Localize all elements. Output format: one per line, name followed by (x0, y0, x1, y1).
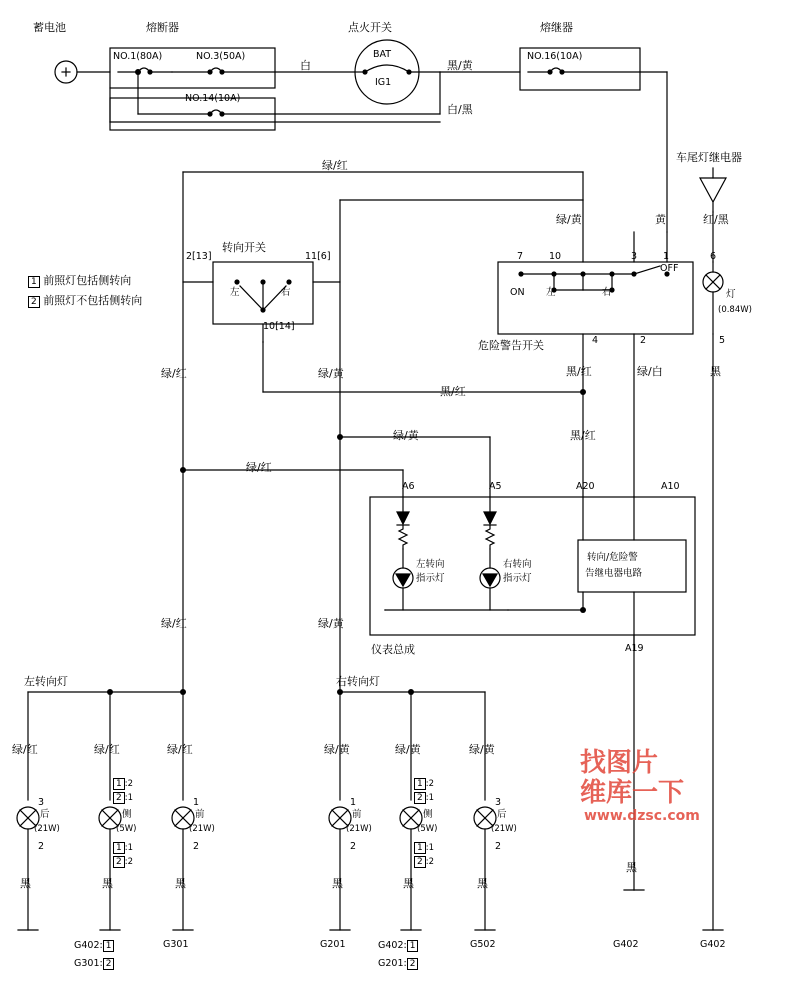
ground-g502: G502 (470, 939, 496, 950)
ground-label: G301: (74, 958, 103, 969)
right-lamp-1-rating: (21W) (346, 824, 372, 834)
wire-black-red-branch-label: 黑/红 (570, 429, 596, 442)
turn-switch-pin-bottom: 10[14] (263, 321, 295, 332)
right-indicator-label-2: 指示灯 (503, 573, 532, 584)
turn-switch-right-label: 右 (281, 287, 291, 298)
tail-relay-lamp-rating: (0.84W) (718, 305, 752, 315)
cluster-label: 仪表总成 (371, 643, 415, 656)
fusebox-label: 熔断器 (146, 21, 179, 34)
watermark-url: www.dzsc.com (584, 808, 700, 824)
ground-g402-b: G402 (613, 939, 639, 950)
right-turn-lamp-label: 右转向灯 (336, 675, 380, 688)
note-val: :2 (124, 779, 134, 789)
fuse-relay-label: 熔继器 (540, 21, 573, 34)
note-key: 1 (113, 842, 125, 854)
ground-key: 2 (407, 958, 419, 970)
legend-text-1: 前照灯包括侧转向 (43, 274, 132, 287)
left-lamp-3-name: 前 (195, 809, 205, 820)
note-val: :2 (425, 779, 435, 789)
wire-yellow-label: 黄 (655, 213, 666, 226)
flasher-label-2: 告继电器电路 (585, 568, 643, 579)
ground-g402-c: G402 (700, 939, 726, 950)
hazard-pin-1: 1 (663, 251, 670, 262)
wire-green-yellow-top-label: 绿/黄 (556, 213, 582, 226)
ground-g301-alt (74, 958, 114, 970)
hazard-switch-label: 危险警告开关 (478, 339, 544, 352)
turn-switch-pin-right: 11[6] (305, 251, 331, 262)
ignition-switch-label: 点火开关 (348, 21, 392, 34)
right-lamp-3-pin-bottom: 2 (495, 841, 502, 852)
right-lamp-2-note-bot2 (414, 856, 434, 868)
left-lamp-2-name: 侧 (122, 809, 132, 820)
fuse-no1-label: NO.1(80A) (113, 51, 163, 62)
left-turn-lamp-label: 左转向灯 (24, 675, 68, 688)
ground-label: G402: (378, 940, 407, 951)
left-lamp-1-rating: (21W) (34, 824, 60, 834)
wire-black-yellow-label: 黑/黄 (447, 59, 473, 72)
right-lamp-3-pin-top: 3 (495, 797, 502, 808)
fuse-no16-label: NO.16(10A) (527, 51, 583, 62)
left-lamp-3-rating: (21W) (189, 824, 215, 834)
hazard-on-label: ON (510, 287, 525, 298)
wire-green-yellow-branch-label: 绿/黄 (393, 429, 419, 442)
note-key: 2 (113, 792, 125, 804)
right-lamp-1-pin-bottom: 2 (350, 841, 357, 852)
hazard-right-label: 右 (602, 287, 612, 298)
wire-right-3-color: 绿/黄 (469, 743, 495, 756)
note-val: :1 (124, 793, 134, 803)
left-lamp-3-pin-bottom: 2 (193, 841, 200, 852)
wire-white-black-label: 白/黑 (447, 103, 473, 116)
left-indicator-label-1: 左转向 (416, 559, 445, 570)
left-lamp-2-note-bot (113, 842, 133, 854)
left-lamp-2-rating: (5W) (116, 824, 137, 834)
wire-green-yellow-lower-label: 绿/黄 (318, 617, 344, 630)
ground-g201-alt (378, 958, 418, 970)
right-lamp-3-rating: (21W) (491, 824, 517, 834)
ground-g402-g301 (74, 940, 114, 952)
wire-green-red-branch-label: 绿/红 (246, 461, 272, 474)
hazard-pin-6: 6 (710, 251, 717, 262)
left-lamp-1-pin-top: 3 (38, 797, 45, 808)
left-lamp-1-name: 后 (40, 809, 50, 820)
note-val: :2 (425, 857, 435, 867)
wire-black-g402a: 黑 (626, 861, 637, 874)
fuse-no3-label: NO.3(50A) (196, 51, 246, 62)
legend-key-2: 2 (28, 296, 40, 308)
note-val: :1 (425, 843, 435, 853)
note-key: 2 (414, 856, 426, 868)
ground-key: 1 (407, 940, 419, 952)
turn-switch-label: 转向开关 (222, 241, 266, 254)
legend-text-2: 前照灯不包括侧转向 (43, 294, 143, 307)
right-lamp-1-name: 前 (352, 809, 362, 820)
ground-label: G402: (74, 940, 103, 951)
note-key: 2 (113, 856, 125, 868)
wire-green-red-mid-label: 绿/红 (161, 367, 187, 380)
ground-g201: G201 (320, 939, 346, 950)
left-lamp-2-note-top2 (113, 792, 133, 804)
note-key: 1 (113, 778, 125, 790)
left-lamp-2-note-bot2 (113, 856, 133, 868)
wire-left-2-color: 绿/红 (94, 743, 120, 756)
hazard-left-label: 左 (546, 287, 556, 298)
wire-green-yellow-mid-label: 绿/黄 (318, 367, 344, 380)
cluster-terminal-a20: A20 (576, 481, 595, 492)
wire-black-l2: 黑 (102, 877, 113, 890)
right-lamp-1-pin-top: 1 (350, 797, 357, 808)
right-lamp-3-name: 后 (497, 809, 507, 820)
battery-label: 蓄电池 (33, 21, 66, 34)
hazard-pin-2: 2 (640, 335, 647, 346)
wire-green-red-top-label: 绿/红 (322, 159, 348, 172)
ground-g402-g201 (378, 940, 418, 952)
wire-black-r1: 黑 (332, 877, 343, 890)
hazard-pin-3: 3 (631, 251, 638, 262)
right-indicator-label-1: 右转向 (503, 559, 532, 570)
ignition-bat-label: BAT (373, 49, 392, 60)
note-key: 1 (414, 778, 426, 790)
ground-g301: G301 (163, 939, 189, 950)
right-lamp-2-note-bot (414, 842, 434, 854)
ground-key: 1 (103, 940, 115, 952)
legend-key-1: 1 (28, 276, 40, 288)
note-val: :1 (124, 843, 134, 853)
cluster-terminal-a6: A6 (402, 481, 415, 492)
wire-red-black-label: 红/黑 (703, 213, 729, 226)
wire-left-1-color: 绿/红 (12, 743, 38, 756)
fuse-no14-label: NO.14(10A) (185, 93, 241, 104)
turn-switch-left-label: 左 (230, 287, 240, 298)
ignition-ig1-label: IG1 (375, 77, 392, 88)
wire-left-3-color: 绿/红 (167, 743, 193, 756)
cluster-terminal-a19: A19 (625, 643, 644, 654)
wire-green-white-label: 绿/白 (637, 365, 663, 378)
right-lamp-2-note-top2 (414, 792, 434, 804)
ground-key: 2 (103, 958, 115, 970)
wire-black-l3: 黑 (175, 877, 186, 890)
hazard-off-label: OFF (660, 263, 679, 274)
wire-black-r2: 黑 (403, 877, 414, 890)
wire-green-red-lower-label: 绿/红 (161, 617, 187, 630)
note-val: :2 (124, 857, 134, 867)
legend-row-1 (28, 275, 131, 288)
legend-row-2 (28, 295, 142, 308)
left-lamp-3-pin-top: 1 (193, 797, 200, 808)
right-lamp-2-rating: (5W) (417, 824, 438, 834)
flasher-label-1: 转向/危险警 (587, 552, 638, 563)
note-key: 2 (414, 792, 426, 804)
left-lamp-1-pin-bottom: 2 (38, 841, 45, 852)
wire-right-1-color: 绿/黄 (324, 743, 350, 756)
left-lamp-2-note-top (113, 778, 133, 790)
watermark-line-1: 找图片 (580, 748, 659, 778)
wire-black-right-label: 黑 (710, 365, 721, 378)
wire-black-red-bus-label: 黑/红 (440, 385, 466, 398)
hazard-pin-5: 5 (719, 335, 726, 346)
wire-right-2-color: 绿/黄 (395, 743, 421, 756)
note-val: :1 (425, 793, 435, 803)
watermark-line-2: 维库一下 (580, 778, 685, 808)
ground-label: G201: (378, 958, 407, 969)
hazard-pin-7: 7 (517, 251, 524, 262)
cluster-terminal-a5: A5 (489, 481, 502, 492)
wire-black-red-mid-label: 黑/红 (566, 365, 592, 378)
hazard-pin-10: 10 (549, 251, 562, 262)
right-lamp-2-note-top (414, 778, 434, 790)
tail-relay-label: 车尾灯继电器 (676, 151, 742, 164)
note-key: 1 (414, 842, 426, 854)
right-lamp-2-name: 侧 (423, 809, 433, 820)
wire-black-r3: 黑 (477, 877, 488, 890)
wire-white-label: 白 (300, 59, 311, 72)
tail-relay-lamp-name: 灯 (726, 289, 736, 300)
wire-black-l1: 黑 (20, 877, 31, 890)
turn-switch-pin-left: 2[13] (186, 251, 212, 262)
left-indicator-label-2: 指示灯 (416, 573, 445, 584)
cluster-terminal-a10: A10 (661, 481, 680, 492)
hazard-pin-4: 4 (592, 335, 599, 346)
